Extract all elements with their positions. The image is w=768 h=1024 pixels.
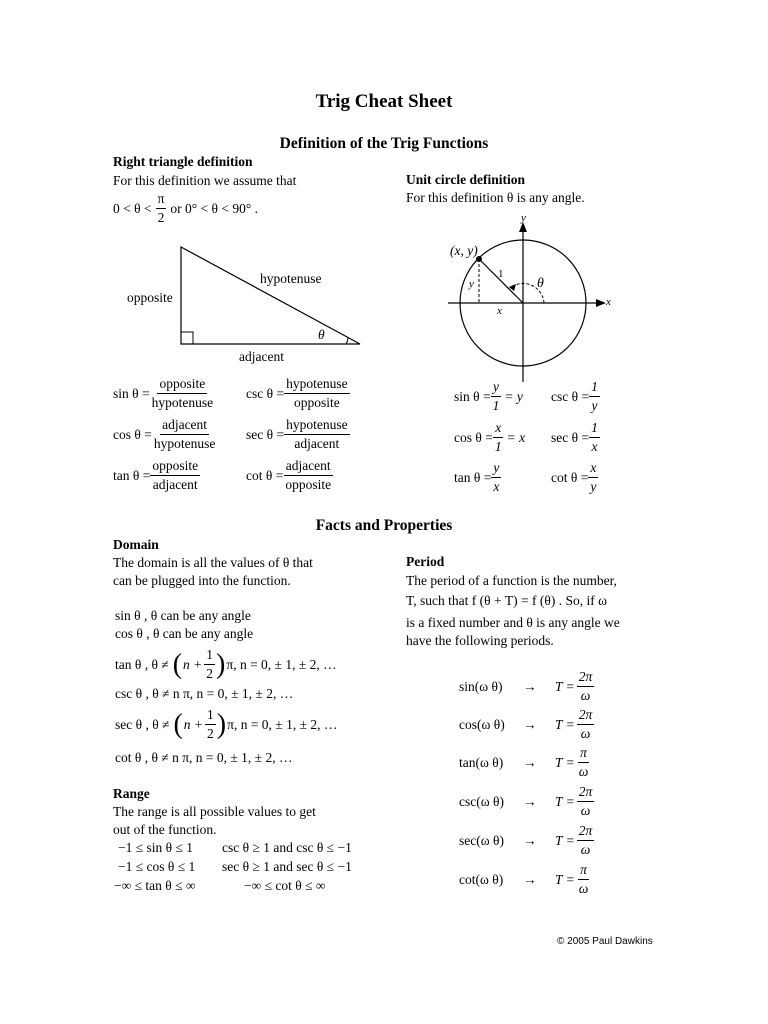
right-triangle-condition xyxy=(113,190,258,227)
period-row-csc xyxy=(459,783,594,820)
formula-sin-uc xyxy=(454,378,523,415)
period-T: T = xyxy=(555,871,575,887)
period-frac xyxy=(577,744,591,781)
formula-lhs: cot θ = xyxy=(246,467,284,483)
period-frac xyxy=(577,783,595,820)
period-frac xyxy=(577,822,595,859)
condition-num: π xyxy=(156,190,167,209)
arrow-icon: → xyxy=(523,793,537,809)
right-triangle-heading: Right triangle definition xyxy=(113,154,253,169)
formula-den: opposite xyxy=(293,395,340,410)
formula-lhs: sec θ = xyxy=(551,429,590,445)
range-left-1: −1 ≤ sin θ ≤ 1 xyxy=(118,840,194,855)
period-T: T = xyxy=(555,678,575,694)
formula-csc-uc xyxy=(551,378,600,415)
range-text-1: The range is all possible values to get xyxy=(113,804,316,819)
formula-num: y xyxy=(491,459,501,478)
formula-frac xyxy=(284,375,350,412)
domain-tan-rhs: π, n = 0, ± 1, ± 2, … xyxy=(226,656,337,672)
formula-num: y xyxy=(491,378,501,397)
formula-den: 1 xyxy=(492,398,500,413)
domain-text-2: can be plugged into the function. xyxy=(113,573,291,588)
unit-circle-y-seg-label: y xyxy=(469,278,474,290)
formula-num: opposite xyxy=(157,375,207,394)
formula-frac xyxy=(491,459,501,496)
period-frac xyxy=(577,861,591,898)
period-text-2: T, such that f (θ + T) = f (θ) . So, if ω xyxy=(406,593,608,608)
range-left-3: −∞ ≤ tan θ ≤ ∞ xyxy=(114,878,196,893)
page-title: Trig Cheat Sheet xyxy=(315,91,453,112)
formula-den: y xyxy=(590,479,597,494)
condition-den: 2 xyxy=(157,210,165,225)
unit-circle-theta-label: θ xyxy=(537,276,544,291)
unit-circle-x-axis-label: x xyxy=(606,296,611,308)
period-row-tan xyxy=(459,744,590,781)
arrow-icon: → xyxy=(523,871,537,887)
arrow-icon: → xyxy=(523,716,537,732)
formula-frac xyxy=(150,375,216,412)
triangle-shape xyxy=(181,247,360,344)
formula-num: x xyxy=(493,419,503,438)
formula-sec-uc xyxy=(551,419,600,456)
formula-num: opposite xyxy=(150,457,200,476)
triangle-label-adjacent: adjacent xyxy=(239,349,284,364)
formula-lhs: csc θ = xyxy=(551,388,590,404)
frac-num: 2π xyxy=(577,668,595,687)
formula-tan-uc xyxy=(454,459,501,496)
domain-cot: cot θ , θ ≠ n π, n = 0, ± 1, ± 2, … xyxy=(115,750,293,765)
period-fn: tan(ω θ) xyxy=(459,754,504,770)
paren-open: ( xyxy=(173,708,183,740)
formula-den: 1 xyxy=(494,439,502,454)
domain-sec-lhs: sec θ , θ ≠ xyxy=(115,716,170,732)
period-text-1: The period of a function is the number, xyxy=(406,573,617,588)
domain-csc: csc θ , θ ≠ n π, n = 0, ± 1, ± 2, … xyxy=(115,686,294,701)
period-frac xyxy=(577,706,595,743)
range-heading: Range xyxy=(113,786,150,801)
domain-sec xyxy=(115,706,337,743)
unit-circle-diagram xyxy=(440,212,620,392)
domain-sin: sin θ , θ can be any angle xyxy=(115,608,251,623)
formula-lhs: sin θ = xyxy=(454,388,491,404)
period-row-sin xyxy=(459,668,594,705)
period-T: T = xyxy=(555,793,575,809)
theta-arc xyxy=(346,337,348,344)
formula-num: 1 xyxy=(589,419,600,438)
unit-circle-intro: For this definition θ is any angle. xyxy=(406,190,585,205)
section-heading-definitions: Definition of the Trig Functions xyxy=(279,135,489,152)
formula-csc-rt xyxy=(246,375,350,412)
period-T: T = xyxy=(555,716,575,732)
period-frac xyxy=(577,668,595,705)
frac-den: ω xyxy=(578,764,589,779)
triangle-label-opposite: opposite xyxy=(127,290,173,305)
triangle-label-theta: θ xyxy=(318,327,325,342)
formula-num: hypotenuse xyxy=(284,416,350,435)
formula-lhs: tan θ = xyxy=(454,469,492,485)
period-fn: cos(ω θ) xyxy=(459,716,505,732)
formula-frac xyxy=(284,416,350,453)
unit-circle-point-label: (x, y) xyxy=(450,243,478,258)
formula-frac xyxy=(491,378,502,415)
period-text-4: have the following periods. xyxy=(406,633,554,648)
range-right-1: csc θ ≥ 1 and csc θ ≤ −1 xyxy=(222,840,352,855)
range-right-2: sec θ ≥ 1 and sec θ ≤ −1 xyxy=(222,859,352,874)
formula-num: adjacent xyxy=(284,457,333,476)
frac-den: ω xyxy=(580,726,591,741)
paren-close: ) xyxy=(216,648,226,680)
formula-frac xyxy=(588,459,598,496)
formula-lhs: sin θ = xyxy=(113,385,150,401)
triangle-label-hypotenuse: hypotenuse xyxy=(260,271,322,286)
domain-heading: Domain xyxy=(113,537,159,552)
formula-den: adjacent xyxy=(294,436,340,451)
period-fn: sec(ω θ) xyxy=(459,832,504,848)
domain-sec-rhs: π, n = 0, ± 1, ± 2, … xyxy=(227,716,338,732)
period-row-cot xyxy=(459,861,590,898)
formula-frac xyxy=(283,457,333,494)
formula-lhs: csc θ = xyxy=(246,385,285,401)
domain-tan-lhs: tan θ , θ ≠ xyxy=(115,656,169,672)
condition-rhs: or 0° < θ < 90° . xyxy=(170,200,259,216)
frac-num: π xyxy=(578,861,589,880)
period-text-3: is a fixed number and θ is any angle we xyxy=(406,615,620,630)
right-angle-marker xyxy=(181,332,193,344)
formula-frac xyxy=(152,416,218,453)
frac-den: ω xyxy=(578,881,589,896)
formula-den: y xyxy=(591,398,598,413)
paren-close: ) xyxy=(216,708,227,740)
formula-lhs: cos θ = xyxy=(454,429,493,445)
formula-den: opposite xyxy=(285,477,332,492)
period-fn: sin(ω θ) xyxy=(459,678,503,694)
period-T: T = xyxy=(555,832,575,848)
formula-sec-rt xyxy=(246,416,350,453)
formula-num: adjacent xyxy=(160,416,209,435)
frac-num: 2π xyxy=(577,706,595,725)
formula-cot-rt xyxy=(246,457,333,494)
domain-cos: cos θ , θ can be any angle xyxy=(115,626,254,641)
formula-lhs: cot θ = xyxy=(551,469,589,485)
frac-den: ω xyxy=(580,803,591,818)
domain-tan xyxy=(115,646,337,683)
formula-lhs: sec θ = xyxy=(246,426,285,442)
frac-num: 1 xyxy=(205,706,216,725)
formula-den: x xyxy=(591,439,598,454)
formula-frac xyxy=(493,419,504,456)
formula-tan-rt xyxy=(113,457,200,494)
formula-den: adjacent xyxy=(152,477,198,492)
formula-frac xyxy=(589,378,600,415)
formula-frac xyxy=(589,419,600,456)
range-text-2: out of the function. xyxy=(113,822,217,837)
formula-den: hypotenuse xyxy=(151,395,214,410)
formula-num: hypotenuse xyxy=(284,375,350,394)
domain-sec-n: n + xyxy=(183,716,204,732)
period-row-cos xyxy=(459,706,594,743)
domain-sec-frac xyxy=(205,706,216,743)
right-triangle-intro: For this definition we assume that xyxy=(113,173,297,188)
formula-cot-uc xyxy=(551,459,598,496)
formula-num: x xyxy=(588,459,598,478)
arrow-icon: → xyxy=(523,754,537,770)
period-fn: cot(ω θ) xyxy=(459,871,504,887)
range-left-2: −1 ≤ cos θ ≤ 1 xyxy=(118,859,196,874)
frac-den: 2 xyxy=(206,666,214,681)
paren-open: ( xyxy=(172,648,183,680)
frac-den: 2 xyxy=(207,726,214,741)
formula-sin-rt xyxy=(113,375,215,412)
section-heading-facts: Facts and Properties xyxy=(315,517,453,534)
frac-den: ω xyxy=(580,842,591,857)
domain-tan-frac xyxy=(204,646,215,683)
formula-cos-rt xyxy=(113,416,217,453)
formula-lhs: cos θ = xyxy=(113,426,152,442)
unit-circle-radius-label: 1 xyxy=(498,268,504,280)
arrow-icon: → xyxy=(523,678,537,694)
formula-frac xyxy=(150,457,200,494)
formula-den: x xyxy=(493,479,500,494)
period-heading: Period xyxy=(406,554,445,569)
frac-num: 1 xyxy=(204,646,215,665)
frac-num: 2π xyxy=(577,822,595,841)
unit-circle-heading: Unit circle definition xyxy=(406,172,525,187)
formula-lhs: tan θ = xyxy=(113,467,151,483)
unit-circle-y-axis-label: y xyxy=(521,212,526,224)
footer-copyright: © 2005 Paul Dawkins xyxy=(557,936,653,947)
frac-num: π xyxy=(578,744,589,763)
domain-text-1: The domain is all the values of θ that xyxy=(113,555,313,570)
formula-den: hypotenuse xyxy=(153,436,216,451)
period-fn: csc(ω θ) xyxy=(459,793,504,809)
frac-den: ω xyxy=(580,688,591,703)
period-T: T = xyxy=(555,754,575,770)
domain-tan-n: n + xyxy=(183,656,203,672)
condition-fraction xyxy=(156,190,167,227)
range-right-3: −∞ ≤ cot θ ≤ ∞ xyxy=(244,878,326,893)
period-row-sec xyxy=(459,822,594,859)
unit-circle-x-seg-label: x xyxy=(497,305,502,317)
formula-num: 1 xyxy=(589,378,600,397)
formula-rhs: = x xyxy=(506,429,526,445)
formula-cos-uc xyxy=(454,419,525,456)
arrow-icon: → xyxy=(523,832,537,848)
condition-lhs: 0 < θ < xyxy=(113,200,152,216)
formula-rhs: = y xyxy=(504,388,523,404)
frac-num: 2π xyxy=(577,783,595,802)
